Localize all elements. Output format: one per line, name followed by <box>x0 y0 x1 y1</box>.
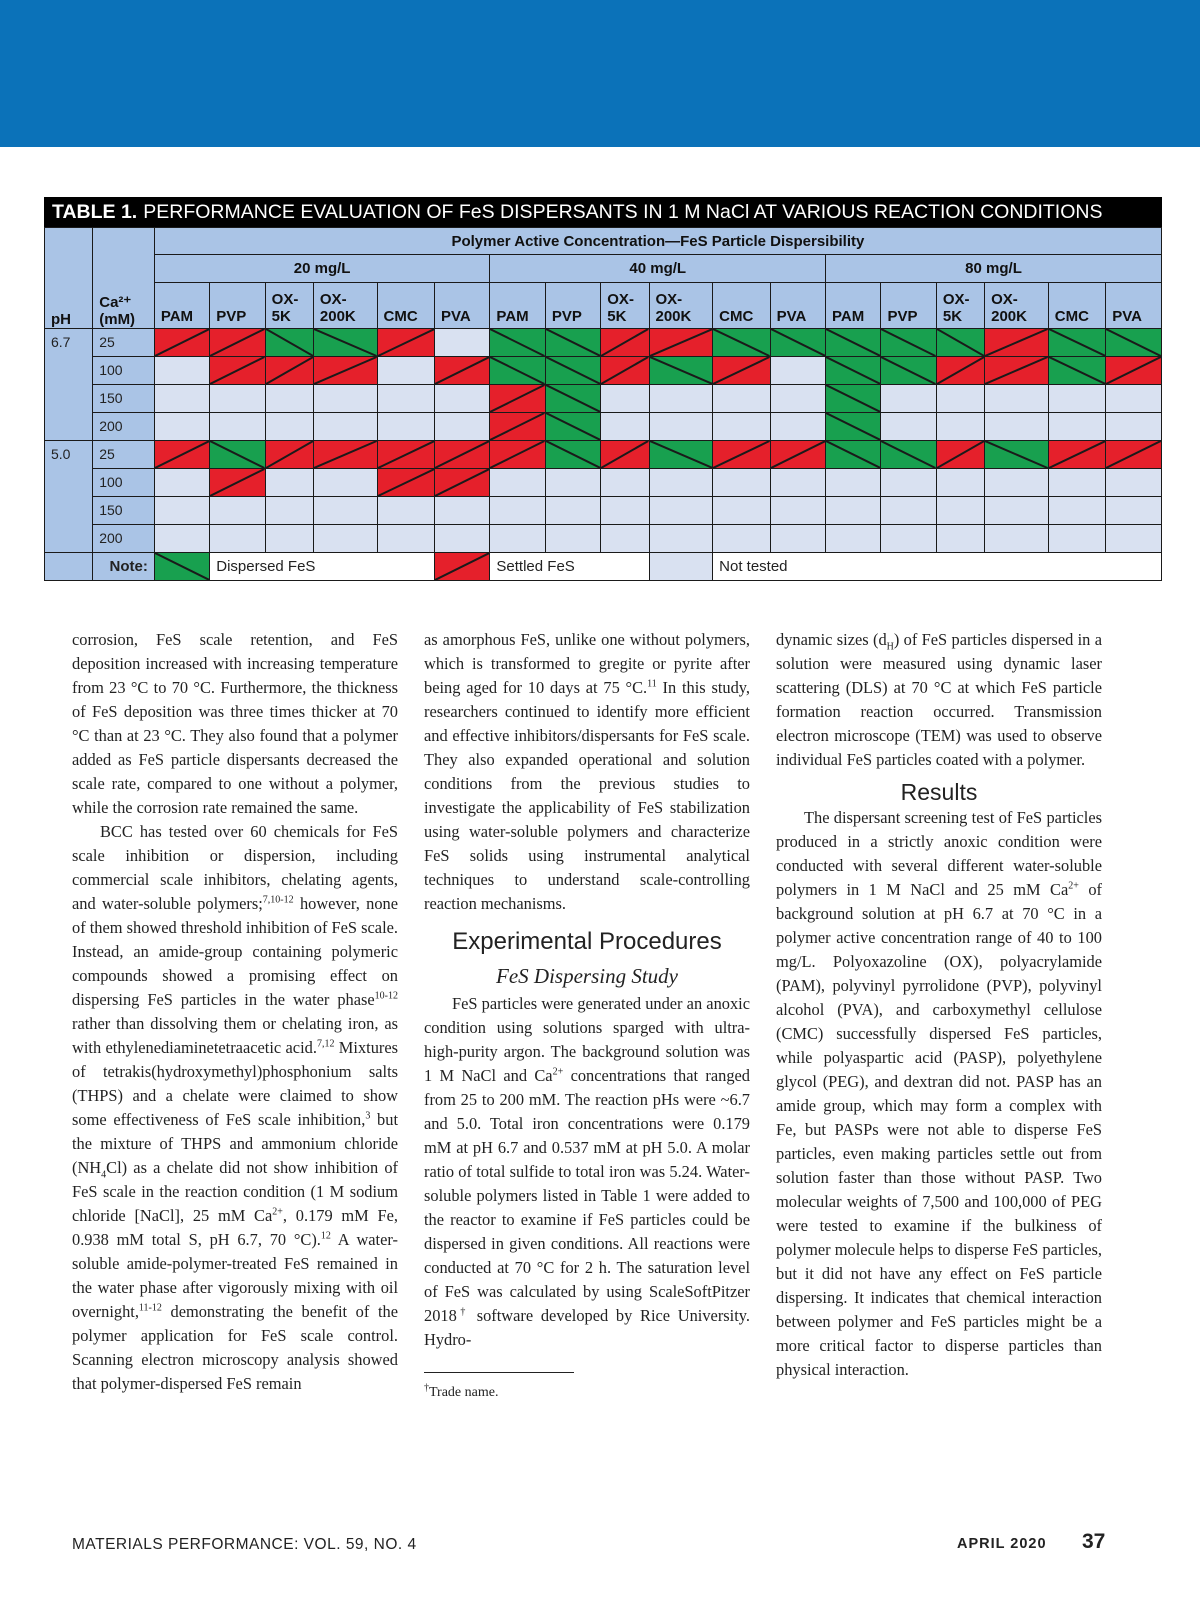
table-row <box>45 469 1162 497</box>
not-tested-cell <box>1106 525 1162 553</box>
not-tested-cell <box>490 525 545 553</box>
ca-cell: 100 <box>93 469 155 497</box>
settled-cell <box>649 329 713 357</box>
polymer-header: PVA <box>435 283 490 329</box>
settled-cell <box>210 469 265 497</box>
dispersed-cell <box>649 357 713 385</box>
settled-cell <box>713 357 770 385</box>
not-tested-cell <box>770 385 825 413</box>
polymer-header: PAM <box>490 283 545 329</box>
not-tested-cell <box>936 413 984 441</box>
not-tested-cell <box>713 413 770 441</box>
dispersed-cell <box>545 441 600 469</box>
ca-cell: 25 <box>93 329 155 357</box>
not-tested-cell <box>154 525 209 553</box>
subsection-heading: FeS Dispersing Study <box>496 964 678 988</box>
not-tested-cell <box>313 469 377 497</box>
paragraph: corrosion, FeS scale retention, and FeS deposition increased with increasing temperature from 23 °C to 70 °C. Furthermore, the thickness of FeS deposition was three times thicker at 70 °C than at 23 °C. They also found that a polymer added as FeS particle dispersants decreased the scale rate, compared to one without a polymer, while the corrosion rate remained the same. <box>72 630 398 817</box>
dispersed-cell <box>490 329 545 357</box>
settled-cell <box>601 441 649 469</box>
not-tested-cell <box>1048 469 1105 497</box>
not-tested-cell <box>713 385 770 413</box>
dispersed-cell <box>881 441 936 469</box>
not-tested-cell <box>770 469 825 497</box>
settled-cell <box>936 357 984 385</box>
settled-cell <box>985 329 1049 357</box>
not-tested-cell <box>649 413 713 441</box>
not-tested-cell <box>265 525 313 553</box>
settled-cell <box>377 329 434 357</box>
header-banner <box>0 0 1200 147</box>
settled-cell <box>210 357 265 385</box>
dispersed-cell <box>1106 329 1162 357</box>
not-tested-cell <box>1048 497 1105 525</box>
not-tested-cell <box>265 413 313 441</box>
dispersed-cell <box>545 385 600 413</box>
settled-cell <box>490 441 545 469</box>
dispersed-cell <box>545 329 600 357</box>
paragraph: BCC has tested over 60 chemicals for FeS scale inhibition or dispersion, including commercial scale inhibitors, chelating agents, and water-soluble polymers;$^{7,10-12}$ however, none of them showed threshold inhibition of FeS scale. Instead, an amide-group containing polymeric compounds showed a promising effect on dispersing FeS particles in the water phase$^{10-12}$ rather than dissolving them or chelating iron, as with ethylenediaminetetraacetic acid.$^{7,12}$ Mixtures of tetrakis(hydroxymethyl)phosphonium salts (THPS) and a chelate were claimed to show some effectiveness of FeS scale inhibition,$^3$ but the mixture of THPS and ammonium chloride $(NH_4Cl)$ as a chelate did not show inhibition of FeS scale in the reaction condition (1 M sodium chloride [NaCl], 25 mM $Ca^{2+}$, 0.179 mM Fe, 0.938 mM total S, pH 6.7, 70 °C).$^{12}$ A water-soluble amide-polymer-treated FeS remained in the water phase after vigorously mixing with oil overnight,$^{11-12}$ demonstrating the benefit of the polymer application for FeS scale control. Scanning electron microscopy analysis showed that polymer-dispersed FeS remain <box>72 822 398 1393</box>
table-row <box>45 329 1162 357</box>
not-tested-cell <box>985 497 1049 525</box>
dispersed-cell <box>826 441 881 469</box>
not-tested-cell <box>490 497 545 525</box>
legend-row <box>45 553 1162 581</box>
legend-dispersed-swatch <box>154 553 209 581</box>
not-tested-cell <box>770 413 825 441</box>
settled-cell <box>490 413 545 441</box>
section-heading: Results <box>900 779 978 805</box>
paragraph: FeS particles were generated under an anoxic condition using solutions sparged with ultra-high-purity argon. The background solution was 1 M NaCl and $Ca^{2+}$ concentrations that ranged from 25 to 200 mM. The reaction pHs were ~6.7 and 5.0. Total iron concentrations were 0.179 mM at pH 6.7 and 0.537 mM at pH 5.0. A molar ratio of total sulfide to total iron was 5.24. Water-soluble polymers listed in Table 1 were added to the reactor to examine if FeS particles could be dispersed in given conditions. All reactions were conducted at 70 °C for 2 h. The saturation level of FeS was calculated by using ScaleSoftPitzer 2018† software developed by Rice University. Hydro- <box>424 994 751 1349</box>
settled-cell <box>1106 441 1162 469</box>
section-heading: Experimental Procedures <box>452 928 722 955</box>
ca-cell: 200 <box>93 413 155 441</box>
not-tested-cell <box>1106 413 1162 441</box>
not-tested-cell <box>377 497 434 525</box>
ca-header-line1: Ca²⁺ <box>99 294 132 311</box>
not-tested-cell <box>154 357 209 385</box>
dispersed-cell <box>826 329 881 357</box>
polymer-header: CMC <box>713 283 770 329</box>
table-row <box>45 441 1162 469</box>
not-tested-cell <box>601 525 649 553</box>
not-tested-cell <box>313 385 377 413</box>
paragraph: as amorphous FeS, unlike one without polymers, which is transformed to gregite or pyrite after being aged for 10 days at 75 °C.$^{11}$ In this study, researchers continued to identify more efficient and effective inhibitors/dispersants for FeS scale. They also expanded operational and solution conditions from the previous studies to investigate the applicability of FeS stabilization using water-soluble polymers and characterize FeS solids using instrumental analytical techniques to understand scale-controlling reaction mechanisms. <box>424 630 750 913</box>
not-tested-cell <box>265 497 313 525</box>
dispersed-cell <box>936 329 984 357</box>
legend-spacer <box>45 553 93 581</box>
not-tested-cell <box>435 525 490 553</box>
concentration-header: 80 mg/L <box>826 255 1162 283</box>
not-tested-cell <box>377 413 434 441</box>
footnote-rule <box>424 1372 574 1373</box>
dispersed-cell <box>210 441 265 469</box>
not-tested-cell <box>936 525 984 553</box>
not-tested-cell <box>210 413 265 441</box>
table-title <box>44 197 1162 227</box>
column-1 <box>72 628 398 1396</box>
settled-cell <box>154 329 209 357</box>
not-tested-cell <box>936 497 984 525</box>
concentration-header: 20 mg/L <box>154 255 490 283</box>
journal-footer: MATERIALS PERFORMANCE: VOL. 59, NO. 4 <box>72 1536 417 1553</box>
settled-cell <box>601 329 649 357</box>
dispersed-cell <box>826 385 881 413</box>
polymer-header: OX- 5K <box>265 283 313 329</box>
ph-cell: 5.0 <box>45 441 93 553</box>
not-tested-cell <box>649 385 713 413</box>
not-tested-cell <box>377 525 434 553</box>
not-tested-cell <box>601 413 649 441</box>
concentration-header: 40 mg/L <box>490 255 826 283</box>
ca-cell: 25 <box>93 441 155 469</box>
dispersed-cell <box>713 329 770 357</box>
not-tested-cell <box>936 469 984 497</box>
legend-dispersed-label: Dispersed FeS <box>210 553 435 581</box>
settled-cell <box>435 441 490 469</box>
legend-not-tested-label: Not tested <box>713 553 1162 581</box>
dispersed-cell <box>545 413 600 441</box>
not-tested-cell <box>649 525 713 553</box>
settled-cell <box>210 329 265 357</box>
not-tested-cell <box>435 329 490 357</box>
not-tested-cell <box>1106 385 1162 413</box>
settled-cell <box>265 357 313 385</box>
ph-header: pH <box>45 228 93 329</box>
not-tested-cell <box>435 497 490 525</box>
settled-cell <box>435 357 490 385</box>
ca-header-line2: (mM) <box>99 311 136 328</box>
dispersed-cell <box>313 329 377 357</box>
settled-cell <box>713 441 770 469</box>
not-tested-cell <box>713 525 770 553</box>
table-1 <box>44 197 1162 581</box>
not-tested-cell <box>713 469 770 497</box>
column-3 <box>776 628 1102 1382</box>
column-2 <box>424 628 750 1405</box>
not-tested-cell <box>545 497 600 525</box>
not-tested-cell <box>881 469 936 497</box>
settled-cell <box>490 385 545 413</box>
polymer-header: OX- 5K <box>936 283 984 329</box>
settled-cell <box>770 441 825 469</box>
settled-cell <box>154 441 209 469</box>
not-tested-cell <box>826 469 881 497</box>
issue-date: APRIL 2020 <box>957 1536 1047 1552</box>
polymer-header: PAM <box>154 283 209 329</box>
settled-cell <box>313 357 377 385</box>
settled-cell <box>1106 357 1162 385</box>
not-tested-cell <box>826 525 881 553</box>
polymer-header: CMC <box>377 283 434 329</box>
not-tested-cell <box>1048 525 1105 553</box>
ph-cell: 6.7 <box>45 329 93 441</box>
not-tested-cell <box>985 413 1049 441</box>
dispersed-cell <box>490 357 545 385</box>
dispersed-cell <box>881 329 936 357</box>
dispersed-cell <box>881 357 936 385</box>
dispersed-cell <box>985 441 1049 469</box>
legend-not-tested-swatch <box>649 553 713 581</box>
not-tested-cell <box>881 525 936 553</box>
not-tested-cell <box>210 525 265 553</box>
note-label: Note: <box>93 553 155 581</box>
settled-cell <box>265 441 313 469</box>
table-number: TABLE 1. <box>52 201 138 223</box>
not-tested-cell <box>435 413 490 441</box>
not-tested-cell <box>313 413 377 441</box>
settled-cell <box>313 441 377 469</box>
dispersed-cell <box>826 357 881 385</box>
settled-cell <box>936 441 984 469</box>
dispersed-cell <box>649 441 713 469</box>
not-tested-cell <box>210 385 265 413</box>
not-tested-cell <box>826 497 881 525</box>
settled-cell <box>435 469 490 497</box>
legend-settled-swatch <box>435 553 490 581</box>
table-row <box>45 385 1162 413</box>
dispersibility-table <box>44 227 1162 581</box>
page-number: 37 <box>1082 1530 1106 1553</box>
ca-cell: 150 <box>93 497 155 525</box>
ca-cell: 200 <box>93 525 155 553</box>
table-row <box>45 357 1162 385</box>
polymer-header: PAM <box>826 283 881 329</box>
polymer-header: OX- 200K <box>649 283 713 329</box>
not-tested-cell <box>1106 497 1162 525</box>
not-tested-cell <box>265 469 313 497</box>
not-tested-cell <box>936 385 984 413</box>
not-tested-cell <box>154 385 209 413</box>
ca-header <box>93 228 155 329</box>
polymer-header: PVA <box>770 283 825 329</box>
not-tested-cell <box>601 469 649 497</box>
not-tested-cell <box>545 525 600 553</box>
polymer-header: CMC <box>1048 283 1105 329</box>
settled-cell <box>377 469 434 497</box>
not-tested-cell <box>985 385 1049 413</box>
polymer-header: PVP <box>210 283 265 329</box>
settled-cell <box>1048 441 1105 469</box>
table-row <box>45 525 1162 553</box>
settled-cell <box>601 357 649 385</box>
not-tested-cell <box>881 497 936 525</box>
polymer-header: OX- 200K <box>313 283 377 329</box>
table-caption: PERFORMANCE EVALUATION OF FeS DISPERSANTS IN 1 M NaCl AT VARIOUS REACTION CONDITIONS <box>143 201 1103 223</box>
paragraph: The dispersant screening test of FeS particles produced in a strictly anoxic condition were conducted with several different water-soluble polymers in 1 M NaCl and 25 mM $Ca^{2+}$ of background solution at pH 6.7 at 70 °C in a polymer active concentration range of 40 to 100 mg/L. Polyoxazoline (OX), polyacrylamide (PAM), polyvinyl pyrrolidone (PVP), polyvinyl alcohol (PVA), and carboxymethyl cellulose (CMC) successfully dispersed FeS particles, while polyaspartic acid (PASP), polyethylene glycol (PEG), and dextran did not. PASP has an amide group, which may form a complex with Fe, but PASPs were not able to disperse FeS particles, even making particles settle out from solution faster than those without PASP. Two molecular weights of 7,500 and 100,000 of PEG were tested to examine if the bulkiness of polymer molecule helps to disperse FeS particles, but it did not have any effect on FeS particle dispersing. It indicates that chemical interaction between polymer and FeS particles might be a more critical factor to disperse particles than physical interaction. <box>776 808 1102 1379</box>
polymer-header: PVA <box>1106 283 1162 329</box>
not-tested-cell <box>265 385 313 413</box>
not-tested-cell <box>377 385 434 413</box>
polymer-header: PVP <box>881 283 936 329</box>
not-tested-cell <box>313 525 377 553</box>
settled-cell <box>985 357 1049 385</box>
not-tested-cell <box>770 357 825 385</box>
footnote: †Trade name. <box>424 1382 499 1400</box>
ca-cell: 150 <box>93 385 155 413</box>
dispersed-cell <box>1048 357 1105 385</box>
not-tested-cell <box>881 385 936 413</box>
dispersed-cell <box>1048 329 1105 357</box>
not-tested-cell <box>713 497 770 525</box>
legend-settled-label: Settled FeS <box>490 553 649 581</box>
not-tested-cell <box>1048 413 1105 441</box>
dispersed-cell <box>545 357 600 385</box>
not-tested-cell <box>770 525 825 553</box>
not-tested-cell <box>985 525 1049 553</box>
table-row <box>45 413 1162 441</box>
not-tested-cell <box>154 413 209 441</box>
polymer-header: PVP <box>545 283 600 329</box>
not-tested-cell <box>490 469 545 497</box>
settled-cell <box>377 441 434 469</box>
not-tested-cell <box>210 497 265 525</box>
not-tested-cell <box>154 469 209 497</box>
ca-cell: 100 <box>93 357 155 385</box>
not-tested-cell <box>881 413 936 441</box>
not-tested-cell <box>545 469 600 497</box>
not-tested-cell <box>649 497 713 525</box>
not-tested-cell <box>154 497 209 525</box>
not-tested-cell <box>435 385 490 413</box>
dispersed-cell <box>770 329 825 357</box>
paragraph: dynamic sizes $(d_H)$ of FeS particles dispersed in a solution were measured using dynamic laser scattering (DLS) at 70 °C at which FeS particle formation reaction occurred. Transmission electron microscope (TEM) was used to observe individual FeS particles coated with a polymer. <box>776 630 1102 769</box>
polymer-header: OX- 200K <box>985 283 1049 329</box>
not-tested-cell <box>313 497 377 525</box>
not-tested-cell <box>649 469 713 497</box>
super-header: Polymer Active Concentration—FeS Particle Dispersibility <box>154 228 1161 255</box>
dispersed-cell <box>265 329 313 357</box>
not-tested-cell <box>601 497 649 525</box>
not-tested-cell <box>770 497 825 525</box>
dispersed-cell <box>826 413 881 441</box>
not-tested-cell <box>985 469 1049 497</box>
polymer-header: OX- 5K <box>601 283 649 329</box>
not-tested-cell <box>377 357 434 385</box>
not-tested-cell <box>601 385 649 413</box>
not-tested-cell <box>1048 385 1105 413</box>
table-row <box>45 497 1162 525</box>
not-tested-cell <box>1106 469 1162 497</box>
